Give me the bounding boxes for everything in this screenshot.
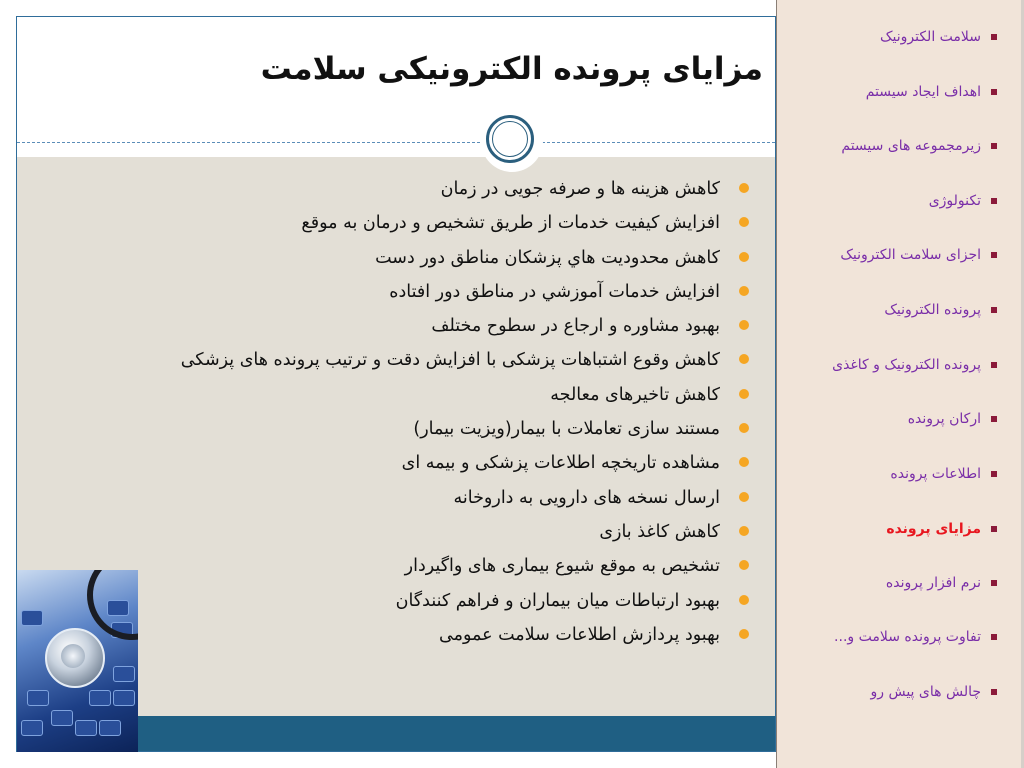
bullet-dot-icon [739, 595, 749, 605]
square-bullet-icon [991, 526, 997, 532]
sidebar-item-label: ارکان پرونده [907, 411, 981, 427]
bullet-item [120, 309, 760, 343]
square-bullet-icon [991, 471, 997, 477]
square-bullet-icon [991, 580, 997, 586]
key-icon [99, 720, 121, 736]
bullet-item [120, 446, 760, 480]
stethoscope-keyboard-image [17, 570, 138, 752]
square-bullet-icon [991, 89, 997, 95]
title-area [17, 17, 775, 142]
sidebar-item-label: تکنولوژی [928, 193, 981, 209]
sidebar-item[interactable] [777, 573, 997, 593]
bullet-text: بهبود ارتباطات میان بیماران و فراهم کنندگان [395, 590, 720, 611]
key-icon [21, 610, 43, 626]
sidebar-item[interactable] [777, 627, 997, 647]
key-icon [113, 690, 135, 706]
sidebar-item[interactable] [777, 136, 997, 156]
sidebar-item[interactable] [777, 82, 997, 102]
sidebar-item[interactable] [777, 409, 997, 429]
bullet-item [120, 412, 760, 446]
bullet-text: مشاهده تاریخچه اطلاعات پزشکی و بیمه ای [401, 453, 720, 474]
stethoscope-tube-icon [87, 570, 138, 640]
square-bullet-icon [991, 198, 997, 204]
bullet-text: مستند سازی تعاملات با بیمار(ویزیت بیمار) [413, 419, 720, 440]
bullet-dot-icon [739, 629, 749, 639]
bullet-dot-icon [739, 423, 749, 433]
square-bullet-icon [991, 34, 997, 40]
square-bullet-icon [991, 362, 997, 368]
bullet-item [120, 618, 760, 652]
sidebar-item-active[interactable] [777, 519, 997, 539]
bullet-dot-icon [739, 183, 749, 193]
bullet-dot-icon [739, 354, 749, 364]
bullet-text: ارسال نسخه های دارویی به داروخانه [453, 487, 720, 508]
circle-inner-icon [492, 121, 528, 157]
square-bullet-icon [991, 307, 997, 313]
bullet-dot-icon [739, 457, 749, 467]
bullet-text: كاهش محدوديت هاي پزشكان مناطق دور دست [375, 247, 720, 268]
sidebar-item-label: پرونده الکترونیک [884, 302, 981, 318]
sidebar-item-label: تفاوت پرونده سلامت و... [834, 629, 981, 645]
bullet-dot-icon [739, 286, 749, 296]
sidebar-item-label: سلامت الکترونیک [879, 29, 981, 45]
bullet-item [120, 172, 760, 206]
sidebar-item-label: چالش های پیش رو [870, 684, 981, 700]
square-bullet-icon [991, 416, 997, 422]
bullet-dot-icon [739, 389, 749, 399]
title-divider [17, 142, 775, 143]
sidebar-nav [776, 0, 1024, 768]
key-icon [21, 720, 43, 736]
sidebar-item-label: اطلاعات پرونده [890, 466, 981, 482]
sidebar-item-label: مزایای پرونده [886, 521, 981, 537]
bullet-text: بهبود مشاوره و ارجاع در سطوح مختلف [431, 316, 720, 337]
sidebar-item[interactable] [777, 191, 997, 211]
bullet-text: تشخیص به موقع شیوع بیماری های واگیردار [404, 556, 720, 577]
bullet-text: افزايش خدمات آموزشي در مناطق دور افتاده [389, 281, 720, 302]
sidebar-item-label: زیرمجموعه های سیستم [841, 138, 981, 154]
bullet-item [120, 549, 760, 583]
square-bullet-icon [991, 634, 997, 640]
square-bullet-icon [991, 689, 997, 695]
bullet-text: بهبود پردازش اطلاعات سلامت عمومی [439, 624, 720, 645]
key-icon [113, 666, 135, 682]
sidebar-item-label: نرم افزار پرونده [885, 575, 981, 591]
bullet-dot-icon [739, 217, 749, 227]
bullet-text: افزایش کیفیت خدمات از طریق تشخیص و درمان به موقع [301, 213, 720, 234]
sidebar-item-label: اجزای سلامت الکترونیک [840, 247, 981, 263]
bullet-text: کاهش هزینه ها و صرفه جویی در زمان [440, 179, 720, 199]
key-icon [27, 690, 49, 706]
bullet-item [120, 378, 760, 412]
sidebar-item[interactable] [777, 245, 997, 265]
bullet-item [120, 343, 760, 377]
square-bullet-icon [991, 143, 997, 149]
key-icon [51, 710, 73, 726]
bullet-text: کاهش وقوع اشتباهات پزشکی با افزایش دقت و ترتیب پرونده های پزشکی [180, 350, 720, 371]
sidebar-item[interactable] [777, 300, 997, 320]
bullet-list [120, 172, 760, 652]
bullet-item [120, 206, 760, 240]
sidebar-item[interactable] [777, 355, 997, 375]
bullet-item [120, 275, 760, 309]
bullet-dot-icon [739, 320, 749, 330]
bullet-text: کاهش تاخیرهای معالجه [550, 384, 720, 405]
bullet-item [120, 241, 760, 275]
square-bullet-icon [991, 252, 997, 258]
bullet-dot-icon [739, 526, 749, 536]
sidebar-item-label: پرونده الکترونیک و کاغذی [832, 357, 981, 373]
sidebar-item[interactable] [777, 682, 997, 702]
bullet-dot-icon [739, 492, 749, 502]
sidebar-item[interactable] [777, 27, 997, 47]
page-title: مزایای پرونده الکترونیکی سلامت [260, 51, 763, 87]
bullet-item [120, 584, 760, 618]
bullet-item [120, 515, 760, 549]
bullet-item [120, 481, 760, 515]
bullet-dot-icon [739, 252, 749, 262]
bullet-dot-icon [739, 560, 749, 570]
key-icon [89, 690, 111, 706]
bullet-text: کاهش کاغذ بازی [599, 521, 720, 542]
key-icon [75, 720, 97, 736]
sidebar-item[interactable] [777, 464, 997, 484]
stethoscope-diaphragm-icon [61, 644, 85, 668]
sidebar-item-label: اهداف ایجاد سیستم [865, 84, 981, 100]
